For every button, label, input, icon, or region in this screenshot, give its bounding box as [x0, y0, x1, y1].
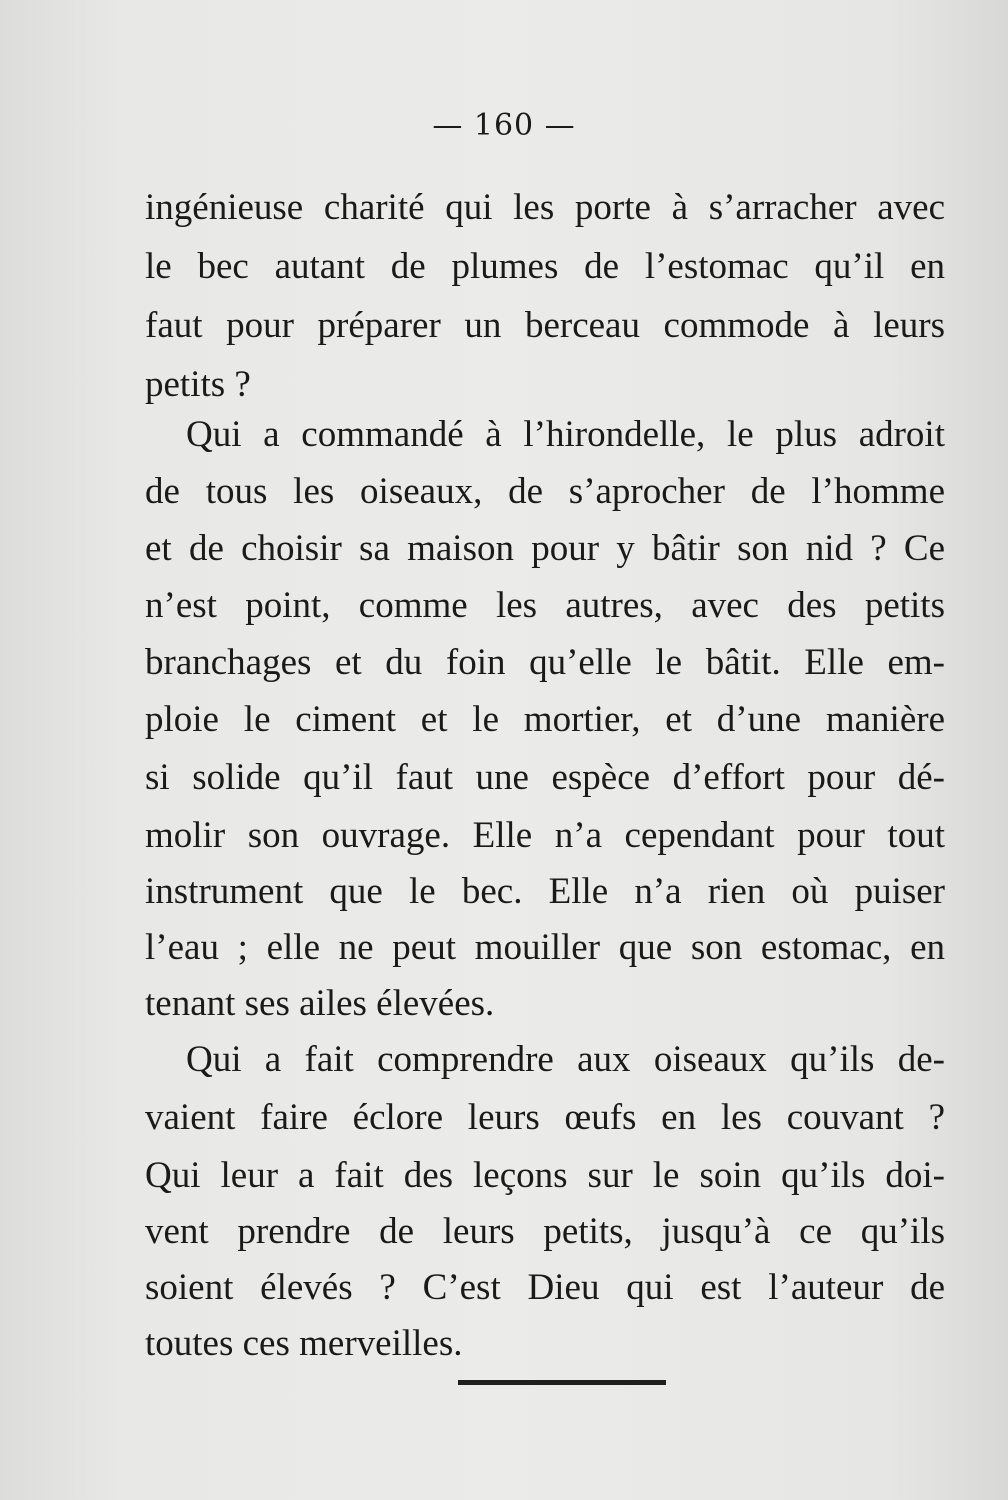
text-line: ploie le ciment et le mortier, et d’une manière [145, 699, 945, 740]
text-line: branchages et du foin qu’elle le bâtit. Elle em- [145, 642, 945, 683]
page-number: — 160 — [432, 108, 576, 143]
text-line: de tous les oiseaux, de s’aprocher de l’homme [145, 471, 945, 512]
text-line: et de choisir sa maison pour y bâtir son nid ? Ce [145, 528, 945, 569]
text-line: toutes ces merveilles. [145, 1323, 463, 1364]
text-line: molir son ouvrage. Elle n’a cependant pour tout [145, 815, 945, 856]
text-line: n’est point, comme les autres, avec des petits [145, 585, 945, 626]
text-line: ingénieuse charité qui les porte à s’arracher avec [145, 187, 945, 228]
text-line: le bec autant de plumes de l’estomac qu’il en [145, 246, 945, 287]
text-line: l’eau ; elle ne peut mouiller que son estomac, en [145, 927, 945, 968]
text-line: si solide qu’il faut une espèce d’effort pour dé- [145, 757, 945, 798]
text-line: vaient faire éclore leurs œufs en les couvant ? [145, 1097, 945, 1138]
text-line: soient élevés ? C’est Dieu qui est l’auteur de [145, 1267, 945, 1308]
text-line: instrument que le bec. Elle n’a rien où puiser [145, 871, 945, 912]
text-line: faut pour préparer un berceau commode à leurs [145, 305, 945, 346]
paragraph-start: Qui a commandé à l’hirondelle, le plus adroit [186, 414, 945, 455]
text-line: Qui leur a fait des leçons sur le soin qu’ils doi- [145, 1155, 945, 1196]
text-line: petits ? [145, 364, 251, 405]
text-line: tenant ses ailes élevées. [145, 983, 495, 1024]
text-line: vent prendre de leurs petits, jusqu’à ce qu’ils [145, 1211, 945, 1252]
end-rule [458, 1380, 666, 1385]
paragraph-start: Qui a fait comprendre aux oiseaux qu’ils de- [186, 1039, 945, 1080]
